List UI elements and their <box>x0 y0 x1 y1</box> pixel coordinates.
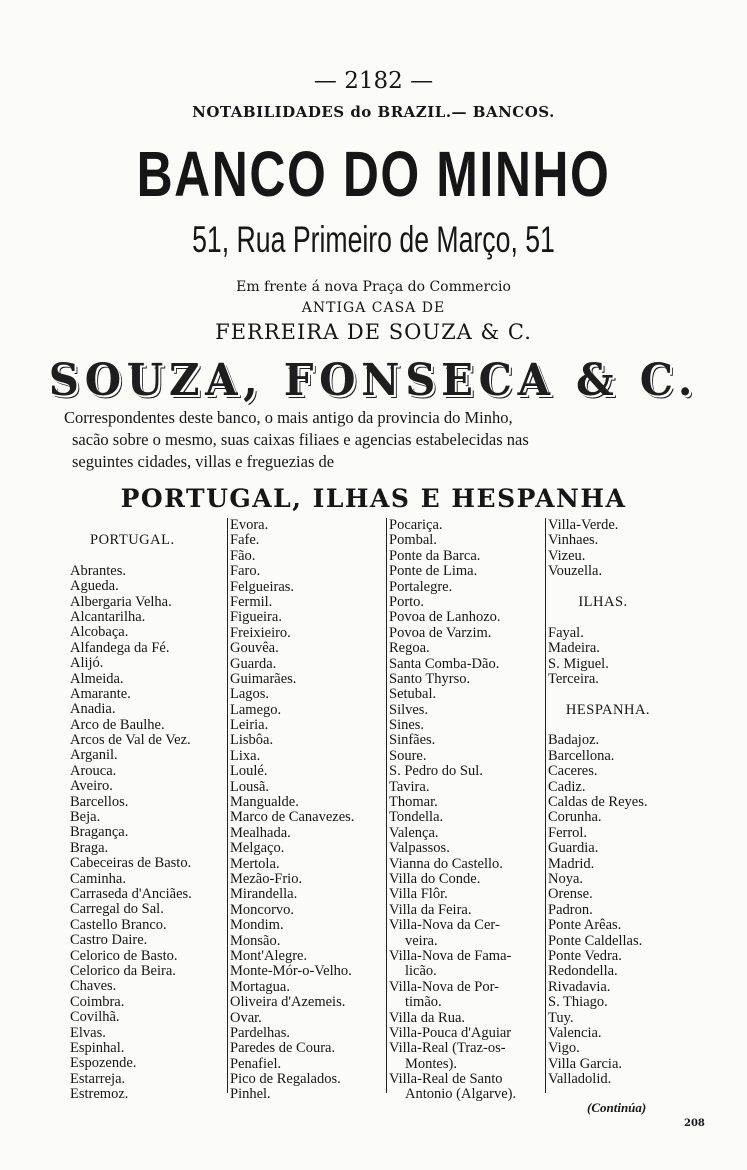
place-name: Valladolid. <box>548 1071 612 1088</box>
place-name: Pinhel. <box>230 1086 271 1103</box>
place-name: Coimbra. <box>70 993 125 1010</box>
place-name: Ponte Vedra. <box>548 947 622 964</box>
place-name: Guardia. <box>548 840 599 857</box>
place-name: Guarda. <box>230 655 277 672</box>
place-name: S. Pedro do Sul. <box>389 763 483 780</box>
place-name: Setubal. <box>389 686 437 703</box>
place-name: Antonio (Algarve). <box>405 1086 517 1103</box>
spacer <box>548 687 668 702</box>
place-name: Monsão. <box>230 932 281 949</box>
place-name: Terceira. <box>548 670 599 687</box>
place-name: Carregal do Sal. <box>70 901 164 918</box>
page-number: — 2182 — <box>313 68 434 94</box>
place-name: Vianna do Castello. <box>389 855 503 872</box>
place-name: Santo Thyrso. <box>389 670 471 687</box>
place-name: Villa da Feira. <box>389 901 472 918</box>
place-name: Vinhaes. <box>548 532 599 549</box>
place-name: Villa Garcia. <box>548 1055 623 1072</box>
place-name: Villa Flôr. <box>389 886 448 903</box>
intro-line: Correspondentes deste banco, o mais antigo da provincia do Minho, <box>64 408 513 427</box>
place-name: Alcobaça. <box>70 624 129 641</box>
continued-note: (Continúa) <box>587 1100 647 1115</box>
place-name: Arcos de Val de Vez. <box>70 732 191 749</box>
place-name: Figueira. <box>230 609 282 626</box>
place-name: Almeida. <box>70 670 124 687</box>
place-name: Agueda. <box>70 578 119 595</box>
place-name: Mezão-Frio. <box>230 870 303 887</box>
spacer <box>548 580 668 595</box>
place-name: Mangualde. <box>230 794 299 811</box>
place-name: Pombal. <box>389 532 437 549</box>
place-name: Castello Branco. <box>70 916 167 933</box>
place-name: Guimarães. <box>230 670 297 687</box>
place-name: Madeira. <box>548 640 600 657</box>
place-name: Arouca. <box>70 762 117 779</box>
place-name: Portalegre. <box>389 578 453 595</box>
place-name: Valpassos. <box>389 840 450 857</box>
place-name: Cadiz. <box>548 778 586 795</box>
current-firm: SOUZA, FONSECA & C. <box>48 355 699 406</box>
place-name: Regoa. <box>389 640 430 657</box>
column-portugal-2 <box>227 517 355 1103</box>
place-name: Arco de Baulhe. <box>70 716 165 733</box>
place-name: Lamego. <box>230 701 282 718</box>
spacer <box>548 610 668 625</box>
place-name: Corunha. <box>548 809 602 826</box>
place-name: Braga. <box>70 839 109 856</box>
place-name: Fafe. <box>230 532 260 549</box>
place-name: Anadia. <box>70 701 116 718</box>
place-name: Tondella. <box>389 809 444 826</box>
place-name: Covilhã. <box>70 1009 120 1026</box>
place-name: Albergaria Velha. <box>70 593 172 610</box>
place-name: Sines. <box>389 717 425 734</box>
column-heading: HESPANHA. <box>565 701 651 718</box>
place-name: Fão. <box>230 547 256 564</box>
place-name: Penafiel. <box>230 1055 282 1072</box>
place-name: Felgueiras. <box>230 578 295 595</box>
region-title: PORTUGAL, ILHAS E HESPANHA <box>120 484 627 513</box>
place-name: Povoa de Varzim. <box>389 624 492 641</box>
place-name: Moncorvo. <box>230 901 295 918</box>
place-name: Barcellos. <box>70 793 129 810</box>
place-name: Mont'Alegre. <box>230 947 308 964</box>
place-name: Mondim. <box>230 917 284 934</box>
former-firm: FERREIRA DE SOUZA & C. <box>215 320 532 344</box>
place-name: Vigo. <box>548 1040 580 1057</box>
place-name: Povoa de Lanhozo. <box>389 609 501 626</box>
intro-line: sacão sobre o mesmo, suas caixas filiaes e agencias estabelecidas nas <box>72 430 529 449</box>
place-name: Villa-Verde. <box>548 517 619 533</box>
place-name: Celorico de Basto. <box>70 947 178 964</box>
place-name: Ponte da Barca. <box>389 547 481 564</box>
place-name: Lixa. <box>230 747 261 764</box>
place-name: Villa-Pouca d'Aguiar <box>389 1024 512 1041</box>
place-name: Sinfães. <box>389 732 436 749</box>
place-name: Redondella. <box>548 963 618 980</box>
place-name: Freixieiro. <box>230 624 291 641</box>
place-name: Cabeceiras de Basto. <box>70 855 192 872</box>
place-name: Valencia. <box>548 1024 602 1041</box>
place-name: Thomar. <box>389 794 438 811</box>
place-name: Mealhada. <box>230 824 291 841</box>
place-name: Valença. <box>389 824 439 841</box>
place-name: Villa-Nova da Cer- <box>389 917 500 934</box>
place-name: Carraseda d'Anciães. <box>70 885 192 902</box>
signature-mark: 208 <box>684 1118 705 1129</box>
place-name: S. Miguel. <box>548 655 609 672</box>
place-name: Gouvêa. <box>230 640 279 657</box>
place-name: Bragança. <box>70 824 129 841</box>
place-name: Caceres. <box>548 763 598 780</box>
place-name: Evora. <box>230 517 269 533</box>
place-name: Marco de Canavezes. <box>230 809 355 826</box>
place-name: licão. <box>405 963 437 980</box>
place-name: Badajoz. <box>548 732 600 749</box>
place-name: Montes). <box>405 1055 457 1072</box>
place-name: Rivadavia. <box>548 978 611 995</box>
place-name: Mirandella. <box>230 886 298 903</box>
column-heading: PORTUGAL. <box>90 532 175 548</box>
place-name: Leiria. <box>230 717 269 734</box>
place-name: Ponte de Lima. <box>389 563 478 580</box>
place-name: Ferrol. <box>548 824 588 841</box>
place-name: Lisbôa. <box>230 732 274 749</box>
place-name: Caldas de Reyes. <box>548 794 648 811</box>
column-heading: ILHAS. <box>578 593 628 610</box>
place-name: veira. <box>405 932 438 949</box>
place-name: Castro Daire. <box>70 932 148 949</box>
place-name: Beja. <box>70 809 101 826</box>
place-name: Villa-Real (Traz-os- <box>389 1040 506 1057</box>
place-name: Orense. <box>548 886 593 903</box>
place-name: Silves. <box>389 701 429 718</box>
place-name: Tuy. <box>548 1009 574 1026</box>
place-name: Aveiro. <box>70 778 113 795</box>
place-name: Vouzella. <box>548 563 603 580</box>
place-name: Estremoz. <box>70 1086 129 1103</box>
place-name: Monte-Mór-o-Velho. <box>230 963 352 980</box>
place-name: Abrantes. <box>70 562 126 579</box>
place-name: Chaves. <box>70 978 117 995</box>
place-name: Pico de Regalados. <box>230 1071 341 1088</box>
place-name: Alfandega da Fé. <box>70 639 170 656</box>
place-name: Espozende. <box>70 1055 137 1072</box>
place-name: Villa-Nova de Fama- <box>389 947 512 964</box>
place-name: Ovar. <box>230 1009 262 1026</box>
place-name: Fermil. <box>230 593 273 610</box>
place-name: Elvas. <box>70 1024 106 1041</box>
place-name: Villa-Nova de Por- <box>389 978 499 995</box>
place-name: Espinhal. <box>70 1039 125 1056</box>
place-name: Faro. <box>230 563 261 580</box>
place-name: Vizeu. <box>548 547 586 564</box>
bank-name: BANCO DO MINHO <box>136 138 611 210</box>
place-name: Celorico da Beira. <box>70 962 176 979</box>
spacer <box>548 718 668 733</box>
place-name: Arganil. <box>70 747 118 764</box>
place-name: Ponte Arêas. <box>548 917 622 934</box>
place-name: Lousã. <box>230 778 270 795</box>
place-name: Villa-Real de Santo <box>389 1071 503 1088</box>
place-name: Ponte Caldellas. <box>548 932 643 949</box>
place-name: Soure. <box>389 747 427 764</box>
place-name: Barcellona. <box>548 747 615 764</box>
intro-line: seguintes cidades, villas e freguezias de <box>72 452 335 471</box>
column-portugal-1 <box>70 519 192 1102</box>
place-name: Oliveira d'Azemeis. <box>230 994 346 1011</box>
bank-address: 51, Rua Primeiro de Março, 51 <box>192 219 555 260</box>
place-name: Villa da Rua. <box>389 1009 466 1026</box>
place-name: Pardelhas. <box>230 1024 290 1041</box>
column-portugal-3 <box>386 517 517 1103</box>
section-header: NOTABILIDADES do BRAZIL.— BANCOS. <box>192 103 555 121</box>
place-name: Caminha. <box>70 870 126 887</box>
place-name: Alijó. <box>70 655 104 672</box>
place-name: Madrid. <box>548 855 595 872</box>
former-label: ANTIGA CASA DE <box>301 300 446 316</box>
place-name: Lagos. <box>230 686 270 703</box>
place-name: Estarreja. <box>70 1070 126 1087</box>
spacer <box>70 548 192 563</box>
column-islands-spain <box>545 518 668 1093</box>
place-name: Alcantarilha. <box>70 608 146 625</box>
place-name: Porto. <box>389 593 425 610</box>
place-name: Melgaço. <box>230 840 285 857</box>
place-name: Fayal. <box>548 624 584 641</box>
place-name: Tavira. <box>389 778 430 795</box>
place-name: Pocariça. <box>389 517 443 533</box>
intro-paragraph <box>66 407 716 473</box>
place-name: Loulé. <box>230 763 268 780</box>
place-name: Padron. <box>548 901 593 918</box>
place-name: S. Thiago. <box>548 994 608 1011</box>
place-name: timão. <box>405 994 442 1011</box>
place-name: Mertola. <box>230 855 280 872</box>
location-note: Em frente á nova Praça do Commercio <box>236 279 511 295</box>
place-name: Villa do Conde. <box>389 870 481 887</box>
place-name: Santa Comba-Dão. <box>389 655 500 672</box>
place-name: Amarante. <box>70 685 131 702</box>
place-name: Paredes de Coura. <box>230 1040 336 1057</box>
place-name: Mortagua. <box>230 978 290 995</box>
place-name: Noya. <box>548 870 584 887</box>
